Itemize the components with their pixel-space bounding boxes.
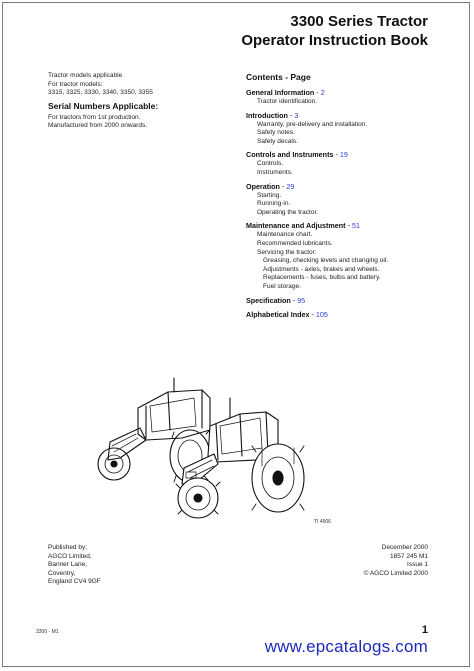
contents-section-title [246,296,446,306]
watermark-link[interactable]: www.epcatalogs.com [264,637,428,656]
contents-section [246,296,446,306]
contents-section-title [246,150,446,160]
contents-item: Fuel storage. [263,282,301,290]
contents-item: Replacements - fuses, bulbs and battery. [263,274,381,282]
contents-section-title [246,111,446,121]
contents-item: Safety notes. [257,129,295,137]
contents-section [246,221,446,291]
models-line-3: 3315, 3325, 3330, 3340, 3350, 3355 [48,89,153,97]
contents-section-title [246,88,446,98]
copyright: © AGCO Limited 2000 [363,569,428,577]
contents-item: Starting. [257,191,282,199]
contents-section [246,88,446,107]
footer-code: 3300 - M1 [36,629,59,635]
section-dash: - [333,150,340,160]
section-dash: - [345,221,352,231]
contents-item: Greasing, checking levels and changing oil. [263,257,389,265]
contents-section-title [246,310,446,320]
publication-date: December 2000 [381,544,428,551]
section-page-link[interactable]: 2 [320,88,325,97]
contents-item: Recommended lubricants. [257,239,333,247]
section-dash: - [290,295,298,305]
contents-section-title [246,182,446,192]
contents-item: Running-in. [257,200,291,208]
section-name: Operation [246,181,280,191]
publisher-line: Coventry, [48,569,76,577]
section-page-link[interactable]: 51 [351,221,360,231]
serial-numbers-heading: Serial Numbers Applicable: [48,100,159,111]
applicability-block [48,72,228,131]
section-page-link[interactable]: 3 [294,110,299,120]
issue-number: Issue 1 [407,561,428,569]
section-dash: - [287,110,295,120]
section-name: Controls and Instruments [246,150,334,160]
page-number: 1 [421,624,428,636]
section-name: Alphabetical Index [246,309,310,319]
models-line-1: Tractor models applicable [48,72,123,79]
section-page-link[interactable]: 29 [286,181,295,191]
contents-section-title [246,221,446,231]
title-line-2: Operator Instruction Book [241,32,428,49]
models-line-2: For tractor models: [48,80,103,88]
publisher-line: England CV4 9GF [48,578,101,586]
part-number: 1857 245 M1 [390,552,428,560]
contents-item: Adjustments - axles, brakes and wheels. [263,265,380,273]
tractor-illustration-icon [90,368,340,526]
figure-code: TI 4506 [314,519,331,525]
title-line-1: 3300 Series Tractor [290,13,428,30]
contents-section [246,182,446,218]
contents-item: Servicing the tractor: [257,248,317,256]
page-title [241,12,428,50]
section-name: Introduction [246,110,288,120]
publication-info-block [364,544,428,578]
contents-item: Safety decals. [257,137,298,145]
publisher-line: AGCO Limited, [48,552,92,560]
serial-line-2: Manufactured from 2000 onwards. [48,122,147,130]
section-dash: - [314,88,321,97]
contents-item: Instruments. [257,168,293,176]
section-page-link[interactable]: 105 [315,309,328,319]
table-of-contents [246,88,446,320]
contents-item: Operating the tractor. [257,208,319,216]
publisher-block [48,544,101,587]
section-name: General Information [246,88,315,97]
section-name: Specification [246,295,291,305]
contents-section [246,111,446,147]
contents-section [246,150,446,177]
contents-item: Controls. [257,160,284,168]
contents-section [246,310,446,320]
serial-line-1: For tractors from 1st production. [48,113,141,121]
contents-item: Tractor identification. [257,98,318,105]
section-dash: - [279,181,287,191]
section-name: Maintenance and Adjustment [246,221,346,231]
contents-item: Warranty, pre-delivery and installation. [257,120,368,128]
contents-block [246,72,446,324]
contents-heading: Contents - Page [246,72,311,82]
section-page-link[interactable]: 95 [297,295,306,305]
section-dash: - [309,309,316,319]
publisher-line: Banner Lane, [48,561,88,569]
contents-item: Maintenance chart. [257,231,313,239]
section-page-link[interactable]: 19 [339,150,348,160]
publisher-line: Published by; [48,544,88,551]
